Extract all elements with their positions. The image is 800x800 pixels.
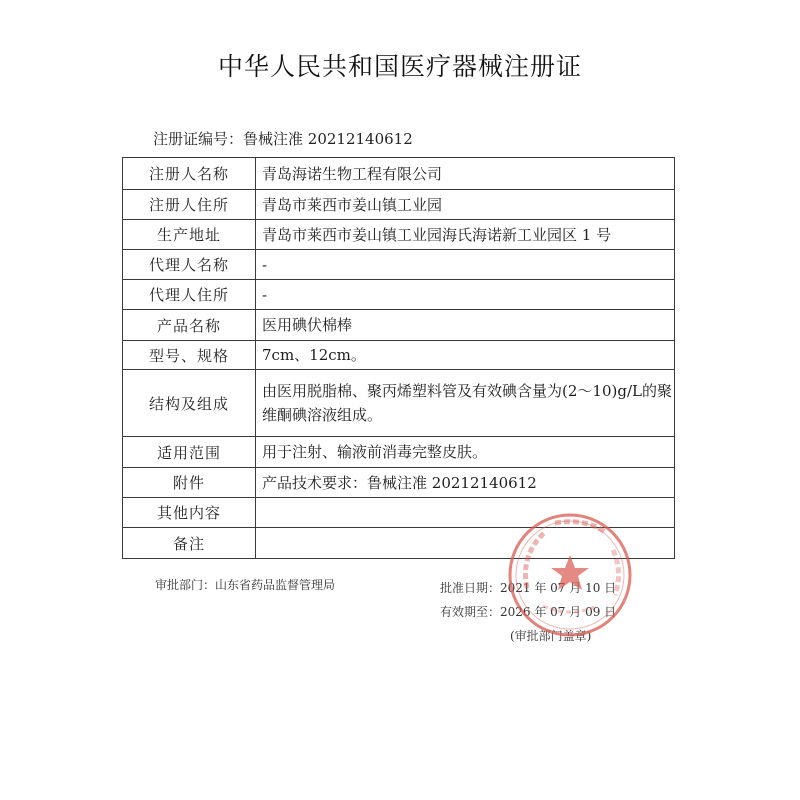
row-label-remarks: 备注: [123, 528, 256, 559]
row-value-structure: 由医用脱脂棉、聚丙烯塑料管及有效碘含量为(2～10)g/L的聚维酮碘溶液组成。: [256, 370, 675, 437]
row-label-agent-address: 代理人住所: [123, 280, 256, 310]
table-row: [123, 158, 675, 190]
table-row: [123, 437, 675, 468]
registration-number-label: 注册证编号：: [153, 130, 244, 148]
document-title: 中华人民共和国医疗器械注册证: [217, 52, 582, 81]
registration-number: 鲁械注准 20212140612: [243, 130, 413, 148]
certificate-table: [122, 157, 675, 559]
table-row: [123, 190, 675, 220]
row-value-attachment: 产品技术要求：鲁械注准 20212140612: [256, 468, 675, 498]
row-label-product-name: 产品名称: [123, 310, 256, 341]
row-label-agent-name: 代理人名称: [123, 250, 256, 280]
seal-note: (审批部门盖章): [510, 629, 592, 643]
table-row: [123, 370, 675, 437]
official-seal-icon: [505, 510, 635, 640]
approval-date: 批准日期：2021 年 07 月 10 日: [440, 581, 617, 595]
row-value-product-name: 医用碘伏棉棒: [256, 310, 675, 341]
table-row: [123, 310, 675, 341]
valid-until-date: 有效期至：2026 年 07 月 09 日: [440, 605, 617, 619]
row-value-registrant-name: 青岛海诺生物工程有限公司: [256, 158, 675, 190]
table-row: [123, 280, 675, 310]
row-value-registrant-address: 青岛市莱西市姜山镇工业园: [256, 190, 675, 220]
row-value-agent-name: -: [256, 250, 675, 280]
table-row: [123, 468, 675, 498]
row-label-model-spec: 型号、规格: [123, 341, 256, 370]
row-label-other: 其他内容: [123, 498, 256, 528]
approval-department: 审批部门：山东省药品监督管理局: [155, 578, 336, 592]
table-row: [123, 220, 675, 250]
row-label-registrant-address: 注册人住所: [123, 190, 256, 220]
row-label-attachment: 附件: [123, 468, 256, 498]
table-row: [123, 250, 675, 280]
table-row: [123, 341, 675, 370]
row-value-scope: 用于注射、输液前消毒完整皮肤。: [256, 437, 675, 468]
row-value-model-spec: 7cm、12cm。: [256, 341, 675, 370]
row-label-structure: 结构及组成: [123, 370, 256, 437]
row-value-production-address: 青岛市莱西市姜山镇工业园海氏海诺新工业园区 1 号: [256, 220, 675, 250]
registration-number-line: [153, 128, 413, 149]
row-value-agent-address: -: [256, 280, 675, 310]
row-label-production-address: 生产地址: [123, 220, 256, 250]
row-label-scope: 适用范围: [123, 437, 256, 468]
row-label-registrant-name: 注册人名称: [123, 158, 256, 190]
